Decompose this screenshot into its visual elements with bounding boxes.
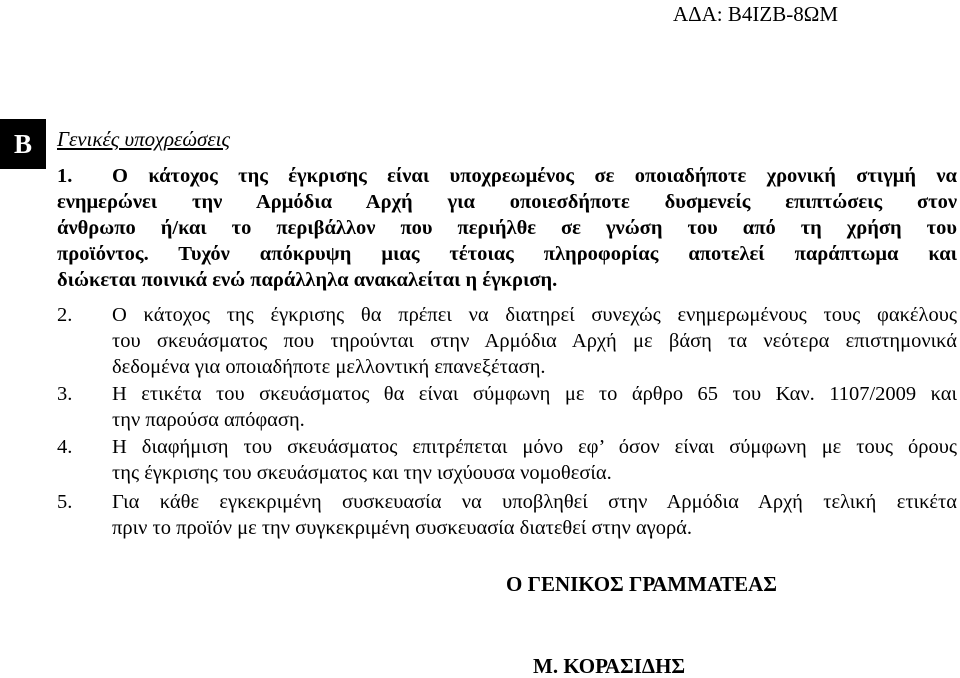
list-item-3	[57, 381, 957, 433]
list-item-number: 1.	[57, 165, 73, 187]
list-item-line: την παρούσα απόφαση.	[112, 409, 305, 431]
document-ada-code: ΑΔΑ: Β4ΙΖΒ-8ΩΜ	[672, 2, 838, 26]
list-item-number: 3.	[57, 383, 73, 405]
list-item-line: Η ετικέτα του σκευάσματος θα είναι σύμφωνη με το άρθρο 65 του Καν. 1107/2009 και	[112, 383, 957, 405]
list-item-line: άνθρωπο ή/και το περιβάλλον που περιήλθε σε γνώση του από τη χρήση του	[57, 217, 957, 239]
list-item-number: 2.	[57, 304, 73, 326]
list-item-4	[57, 434, 957, 486]
list-item-line: διώκεται ποινικά ενώ παράλληλα ανακαλείται η έγκριση.	[57, 269, 558, 291]
list-item-5	[57, 489, 957, 541]
list-item-line: του σκευάσματος που τηρούνται στην Αρμόδια Αρχή με βάση τα νεότερα επιστημονικά	[112, 330, 957, 352]
list-item-number: 4.	[57, 436, 73, 458]
list-item-line: Η διαφήμιση του σκευάσματος επιτρέπεται μόνο εφ’ όσον είναι σύμφωνη με τους όρους	[112, 436, 957, 458]
signatory-title: Ο ΓΕΝΙΚΟΣ ΓΡΑΜΜΑΤΕΑΣ	[506, 572, 777, 596]
section-badge: B	[0, 119, 46, 169]
list-item-line: Για κάθε εγκεκριμένη συσκευασία να υποβληθεί στην Αρμόδια Αρχή τελική ετικέτα	[112, 491, 957, 513]
list-item-line: Ο κάτοχος της έγκρισης θα πρέπει να διατηρεί συνεχώς ενημερωμένους τους φακέλους	[112, 304, 957, 326]
list-item-number: 5.	[57, 491, 73, 513]
list-item-1	[57, 163, 957, 293]
list-item-line: προϊόντος. Τυχόν απόκρυψη μιας τέτοιας πληροφορίας αποτελεί παράπτωμα και	[57, 243, 957, 265]
list-item-line: της έγκρισης του σκευάσματος και την ισχύουσα νομοθεσία.	[112, 462, 612, 484]
list-item-2	[57, 302, 957, 380]
signatory-name: Μ. ΚΟΡΑΣΙΔΗΣ	[533, 654, 686, 678]
list-item-line: Ο κάτοχος της έγκρισης είναι υποχρεωμένος σε οποιαδήποτε χρονική στιγμή να	[112, 165, 957, 187]
list-item-line: πριν το προϊόν με την συγκεκριμένη συσκευασία διατεθεί στην αγορά.	[112, 517, 693, 539]
list-item-line: δεδομένα για οποιαδήποτε μελλοντική επανεξέταση.	[112, 356, 546, 378]
list-item-line: ενημερώνει την Αρμόδια Αρχή για οποιεσδήποτε δυσμενείς επιπτώσεις στον	[57, 191, 957, 213]
section-title: Γενικές υποχρεώσεις	[57, 127, 230, 151]
